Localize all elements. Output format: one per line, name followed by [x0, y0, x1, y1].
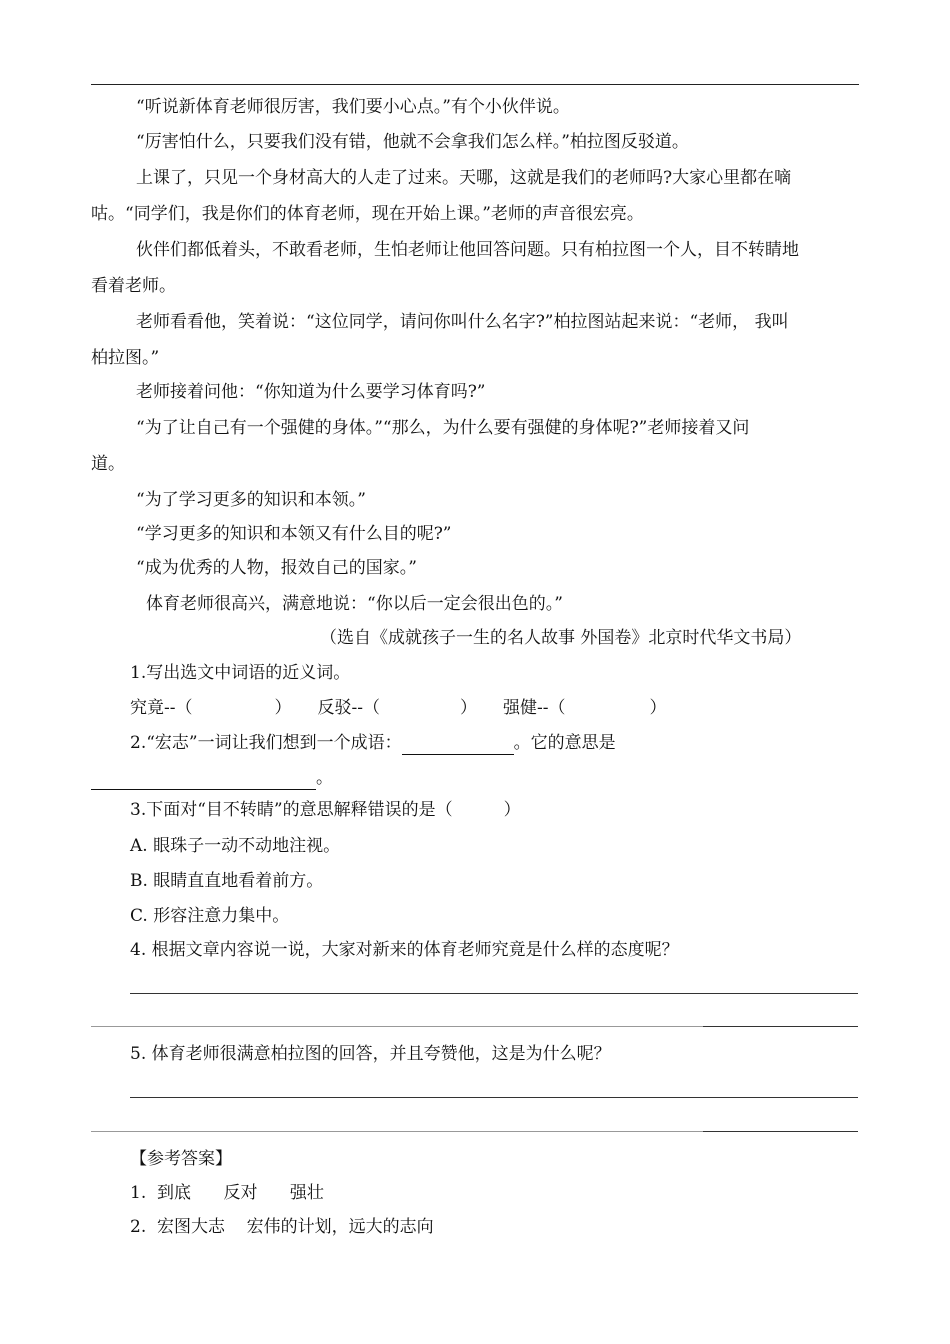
- synonym-label-1: 究竟--（: [130, 698, 193, 718]
- question-1-words: [130, 696, 667, 720]
- question-2-meaning: 。它的意思是: [513, 733, 616, 753]
- story-line-10: “为了让自己有一个强健的身体。”“那么，为什么要有强健的身体呢?”老师接着又问: [136, 418, 750, 438]
- answer-line-q5-1[interactable]: [130, 1097, 858, 1098]
- answer-line-q5-2-end: [703, 1131, 858, 1132]
- question-2: [130, 731, 616, 755]
- story-line-3: 上课了，只见一个身材高大的人走了过来。天哪，这就是我们的老师吗?大家心里都在嘀: [136, 168, 792, 188]
- synonym-label-3: 强健--（: [503, 698, 566, 718]
- option-b[interactable]: B. 眼睛直直地看着前方。: [130, 871, 324, 891]
- story-line-9: 老师接着问他：“你知道为什么要学习体育吗?”: [136, 382, 486, 402]
- story-line-5: 伙伴们都低着头，不敢看老师，生怕老师让他回答问题。只有柏拉图一个人，目不转睛地: [136, 240, 799, 260]
- story-line-8: 柏拉图。”: [91, 348, 160, 368]
- story-line-4: 咕。“同学们，我是你们的体育老师，现在开始上课。”老师的声音很宏亮。: [91, 204, 644, 224]
- story-line-6: 看着老师。: [91, 276, 176, 296]
- answer-1: 1. 到底 反对 强壮: [130, 1183, 324, 1203]
- question-2-end: 。: [316, 768, 333, 788]
- source-citation: （选自《成就孩子一生的名人故事 外国卷》北京时代华文书局）: [320, 628, 802, 648]
- question-2-text: 2.“宏志”一词让我们想到一个成语：: [130, 733, 402, 753]
- question-4: 4. 根据文章内容说一说，大家对新来的体育老师究竟是什么样的态度呢？: [130, 940, 679, 960]
- synonym-close-3: ）: [649, 698, 667, 718]
- story-line-2: “厉害怕什么，只要我们没有错，他就不会拿我们怎么样。”柏拉图反驳道。: [136, 132, 689, 152]
- question-3: 3.下面对“目不转睛”的意思解释错误的是（ ）: [130, 800, 521, 820]
- story-line-11: 道。: [91, 454, 125, 474]
- answer-line-q4-2[interactable]: [91, 1026, 703, 1027]
- story-line-7: 老师看看他，笑着说：“这位同学，请问你叫什么名字?”柏拉图站起来说：“老师， 我叫: [136, 312, 789, 332]
- story-line-1: “听说新体育老师很厉害，我们要小心点。”有个小伙伴说。: [136, 97, 570, 117]
- question-1: 1.写出选文中词语的近义词。: [130, 663, 351, 683]
- answer-line-q5-2[interactable]: [91, 1131, 703, 1132]
- answer-line-q4-1[interactable]: [130, 993, 858, 994]
- question-5: 5. 体育老师很满意柏拉图的回答，并且夸赞他，这是为什么呢？: [130, 1044, 611, 1064]
- header-rule: [91, 84, 859, 85]
- synonym-close-2: ）: [460, 698, 477, 718]
- option-a[interactable]: A. 眼珠子一动不动地注视。: [130, 836, 341, 856]
- idiom-answer-blank[interactable]: [402, 736, 514, 755]
- synonym-label-2: 反驳--（: [317, 698, 380, 718]
- answer-line-q4-2-end: [703, 1026, 858, 1027]
- question-2-line-2: [91, 766, 333, 790]
- synonym-close-1: ）: [274, 698, 292, 718]
- answer-2: 2. 宏图大志 宏伟的计划，远大的志向: [130, 1217, 434, 1237]
- story-line-14: “成为优秀的人物，报效自己的国家。”: [136, 558, 417, 578]
- meaning-answer-blank[interactable]: [91, 771, 316, 790]
- answers-heading: 【参考答案】: [130, 1149, 232, 1169]
- story-line-12: “为了学习更多的知识和本领。”: [136, 490, 366, 510]
- story-line-15: 体育老师很高兴，满意地说：“你以后一定会很出色的。”: [146, 594, 563, 614]
- story-line-13: “学习更多的知识和本领又有什么目的呢?”: [136, 524, 452, 544]
- option-c[interactable]: C. 形容注意力集中。: [130, 906, 290, 926]
